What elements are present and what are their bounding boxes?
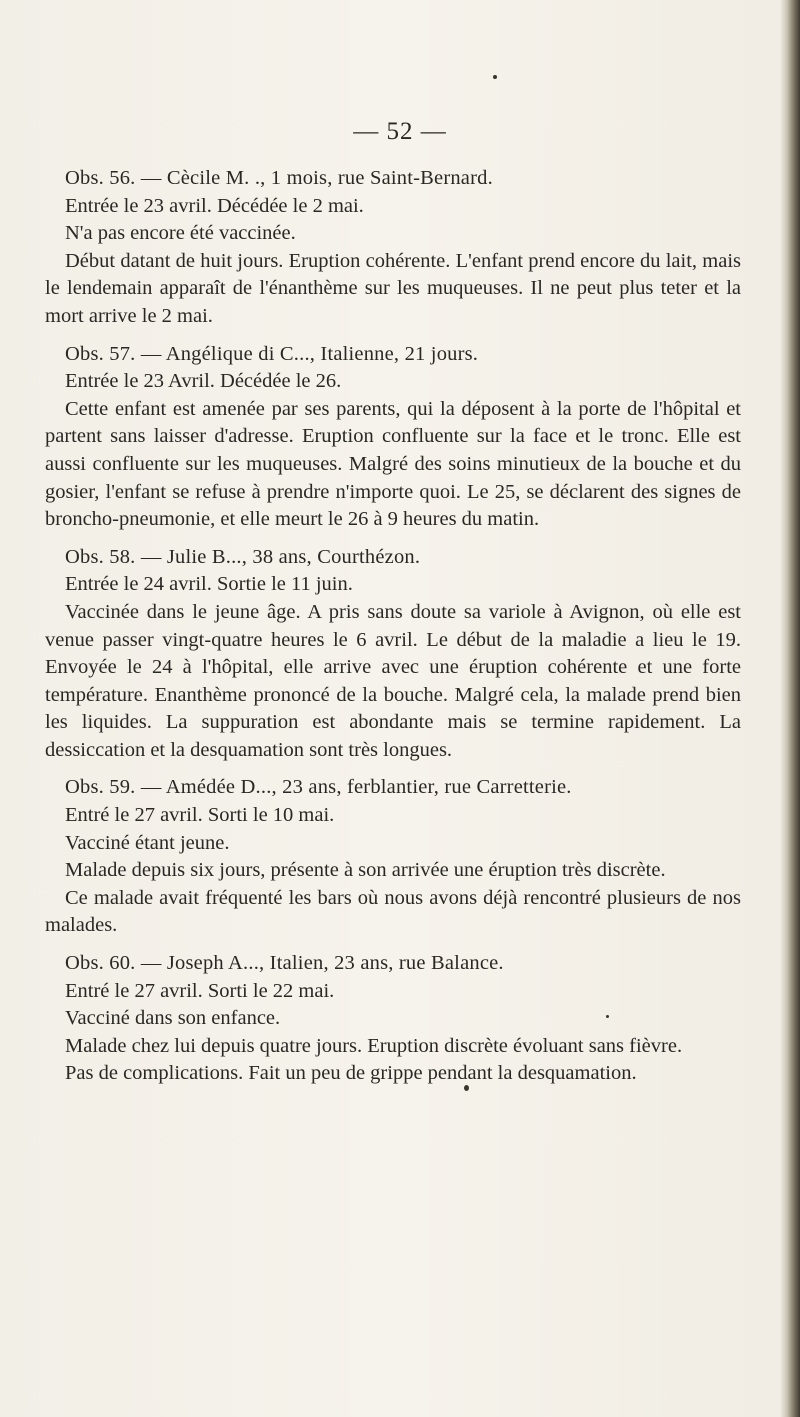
observation-heading: Obs. 57. — Angélique di C..., Italienne, 21 jours. [65,342,479,365]
observation-paragraph: Malade depuis six jours, présente à son arrivée une éruption très discrète. [65,859,666,882]
observation-58 [45,544,741,765]
observation-paragraph: Cette enfant est amenée par ses parents, qui la déposent à la porte de l'hôpital et partent sans laisser d'adresse. Eruption confluente sur la face et le tronc. Elle est aussi confluente sur les muqueuses. Malgré des soins minutieux de la bouche et du gosier, l'enfant se refuse à prendre n'importe quoi. Le 25, se déclarent des signes de broncho-pneumonie, et elle meurt le 26 à 9 heures du matin. [45,397,741,531]
observation-paragraph: Malade chez lui depuis quatre jours. Eruption discrète évoluant sans fièvre. [65,1034,683,1057]
observation-heading: Obs. 60. — Joseph A..., Italien, 23 ans, rue Balance. [65,952,504,975]
observation-paragraph: Pas de complications. Fait un peu de grippe pendant la desquamation. [65,1062,637,1085]
ink-speck [606,1015,609,1018]
observation-line: Entrée le 24 avril. Sortie le 11 juin. [65,573,353,596]
observation-heading: Obs. 56. — Cècile M. ., 1 mois, rue Saint-Bernard. [65,167,493,189]
observation-paragraph: Vaccinée dans le jeune âge. A pris sans doute sa variole à Avignon, où elle est venue passer vingt-quatre heures le 6 avril. Le début de la maladie a lieu le 19. Envoyée le 24 à l'hôpital, elle arrive avec une éruption cohérente et une forte température. Enanthème prononcé de la bouche. Malgré cela, la malade prend bien les liquides. La suppuration est abondante mais se termine rapidement. La dessiccation et la desquamation sont très longues. [45,600,741,761]
observation-59 [45,774,741,940]
observation-line: Entrée le 23 Avril. Décédée le 26. [65,370,342,393]
observation-heading: Obs. 59. — Amédée D..., 23 ans, ferblantier, rue Carretterie. [65,776,572,799]
observation-heading: Obs. 58. — Julie B..., 38 ans, Courthézon. [65,545,421,568]
observation-line: Entré le 27 avril. Sorti le 22 mai. [65,979,335,1002]
observation-60 [45,950,741,1088]
ink-speck [493,75,497,79]
observation-57 [45,341,741,534]
observation-paragraph: Ce malade avait fréquenté les bars où nous avons déjà rencontré plusieurs de nos malades. [45,886,741,937]
observation-line: Vacciné étant jeune. [65,831,230,854]
observation-paragraph: Début datant de huit jours. Eruption cohérente. L'enfant prend encore du lait, mais le lendemain apparaît de l'énanthème sur les muqueuses. Il ne peut plus teter et la mort arrive le 2 mai. [45,249,741,327]
page-binding-edge [780,0,800,1417]
ink-speck [464,1085,469,1091]
observations-text [45,165,741,1098]
observation-line: Entrée le 23 avril. Décédée le 2 mai. [65,194,364,217]
observation-line: Vacciné dans son enfance. [65,1007,281,1030]
observation-line: N'a pas encore été vaccinée. [65,222,296,245]
page-number: — 52 — [353,118,447,145]
observation-line: Entré le 27 avril. Sorti le 10 mai. [65,804,335,827]
observation-56 [45,165,741,331]
